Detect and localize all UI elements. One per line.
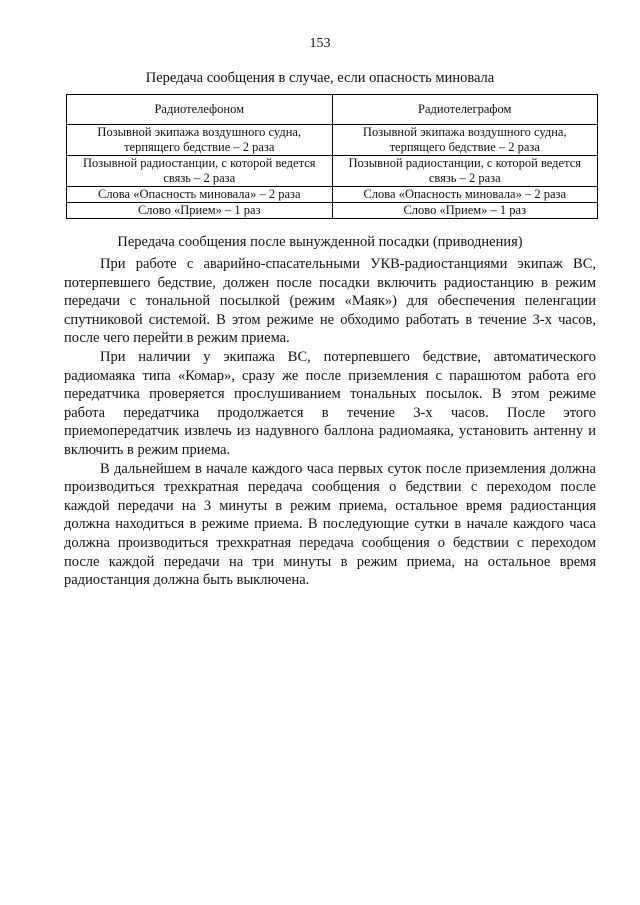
paragraph: В дальнейшем в начале каждого часа первых суток после приземления должна производиться трехкратная передача сообщения о бедствии с переходом после каждой передачи на 3 минуты в режим приема, остальное время радиостанция должна находиться в режиме приема. В последующие сутки в начале каждого часа должна производиться трехкратная передача сообщения о бедствии с переходом после каждой передачи на три минуты в режим приема, на остальное время радиостанция должна быть выключена. — [64, 460, 596, 589]
section-title: Передача сообщения после вынужденной посадки (приводнения) — [117, 234, 523, 250]
table-cell: Слова «Опасность миновала» – 2 раза — [332, 187, 598, 203]
table-row — [67, 125, 598, 156]
table-row — [67, 203, 598, 219]
table-cell: Слово «Прием» – 1 раз — [332, 203, 598, 219]
table-title: Передача сообщения в случае, если опасность миновала — [145, 70, 495, 86]
paragraph: При наличии у экипажа ВС, потерпевшего бедствие, автоматического радиомаяка типа «Комар», сразу же после приземления с парашютом работа его передатчика проверяется прослушиванием тональных посылок. В этом режиме работа передатчика продолжается в течение 3-х часов. После этого приемопередатчик извлечь из надувного баллона радиомаяка, установить антенну и включить в режим приема. — [64, 348, 596, 458]
table-header-row — [67, 95, 598, 125]
message-table — [66, 94, 598, 219]
table-cell: Слова «Опасность миновала» – 2 раза — [67, 187, 333, 203]
table-cell: Позывной радиостанции, с которой ведется связь – 2 раза — [332, 156, 598, 187]
page-number: 153 — [309, 36, 331, 51]
table-cell: Позывной экипажа воздушного судна, терпящего бедствие – 2 раза — [67, 125, 333, 156]
table-cell: Позывной радиостанции, с которой ведется связь – 2 раза — [67, 156, 333, 187]
table-row — [67, 187, 598, 203]
table-cell: Позывной экипажа воздушного судна, терпящего бедствие – 2 раза — [332, 125, 598, 156]
table-row — [67, 156, 598, 187]
paragraph: При работе с аварийно-спасательными УКВ-радиостанциями экипаж ВС, потерпевшего бедствие, должен после посадки включить радиостанцию в режим передачи с тональной посылкой (режим «Маяк») для обеспечения пеленгации спутниковой системой. В этом режиме не обходимо работать в течение 3-х часов, после чего перейти в режим приема. — [64, 256, 596, 347]
header-radiotelephone: Радиотелефоном — [67, 95, 333, 125]
table-cell: Слово «Прием» – 1 раз — [67, 203, 333, 219]
header-radiotelegraph: Радиотелеграфом — [332, 95, 598, 125]
body-text — [64, 255, 596, 590]
